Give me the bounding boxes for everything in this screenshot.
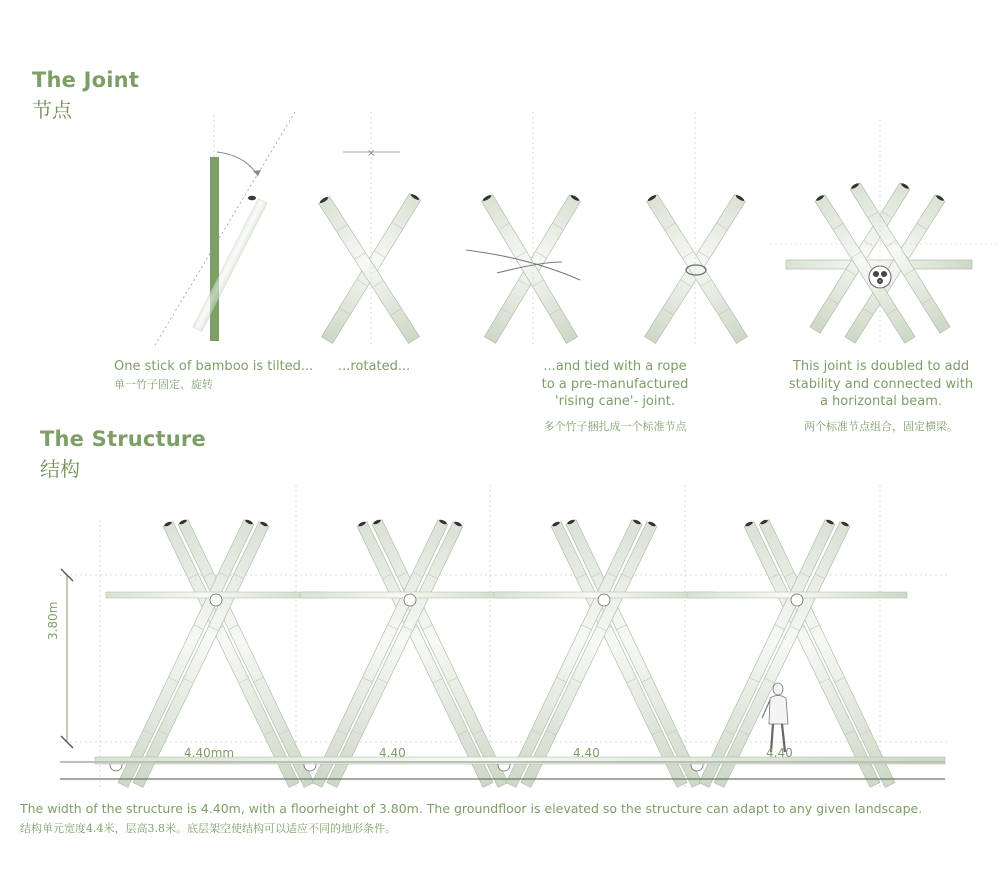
joint-node bbox=[598, 594, 610, 606]
joint-node bbox=[210, 594, 222, 606]
height-dimension bbox=[61, 569, 73, 748]
step3-caption-line2: to a pre-manufactured bbox=[541, 376, 689, 392]
step3-caption-line3: 'rising cane'- joint. bbox=[555, 394, 675, 409]
svg-text:×: × bbox=[367, 148, 376, 159]
bay-label-1: 4.40mm bbox=[184, 746, 235, 760]
structure-module bbox=[687, 518, 907, 787]
step1-caption-cn: 单一竹子固定、旋转 bbox=[114, 378, 213, 391]
step2-caption: ...rotated... bbox=[338, 359, 411, 374]
step4-caption-line2: stability and connected with bbox=[788, 376, 974, 392]
structure-caption-cn: 结构单元宽度4.4米，层高3.8米。底层架空使结构可以适应不同的地形条件。 bbox=[20, 822, 396, 835]
step4-caption-line1: This joint is doubled to add bbox=[792, 359, 970, 374]
bay-label-2: 4.40 bbox=[379, 746, 406, 760]
step3-caption-cn: 多个竹子捆扎成一个标准节点 bbox=[543, 420, 687, 433]
structure-title-cn: 结构 bbox=[40, 457, 80, 481]
step4-caption-cn: 两个标准节点组合，固定横梁。 bbox=[804, 420, 958, 433]
step3-caption-line1: ...and tied with a rope bbox=[543, 359, 687, 374]
joint-title: The Joint bbox=[32, 68, 140, 92]
joint-node bbox=[404, 594, 416, 606]
structure-caption: The width of the structure is 4.40m, with a floorheight of 3.80m. The groundfloor is elevated so the structure can adapt to any given landscape. bbox=[20, 801, 923, 816]
step4-caption-line3: a horizontal beam. bbox=[819, 394, 943, 409]
height-label: 3.80m bbox=[46, 601, 60, 640]
joint-node bbox=[791, 594, 803, 606]
bay-label-4: 4.40 bbox=[766, 746, 793, 760]
structure-module bbox=[494, 518, 714, 787]
structure-module bbox=[300, 518, 520, 787]
bay-label-3: 4.40 bbox=[573, 746, 600, 760]
joint-title-cn: 节点 bbox=[32, 98, 72, 122]
structure-title: The Structure bbox=[40, 427, 206, 451]
step1-caption: One stick of bamboo is tilted... bbox=[114, 359, 314, 374]
